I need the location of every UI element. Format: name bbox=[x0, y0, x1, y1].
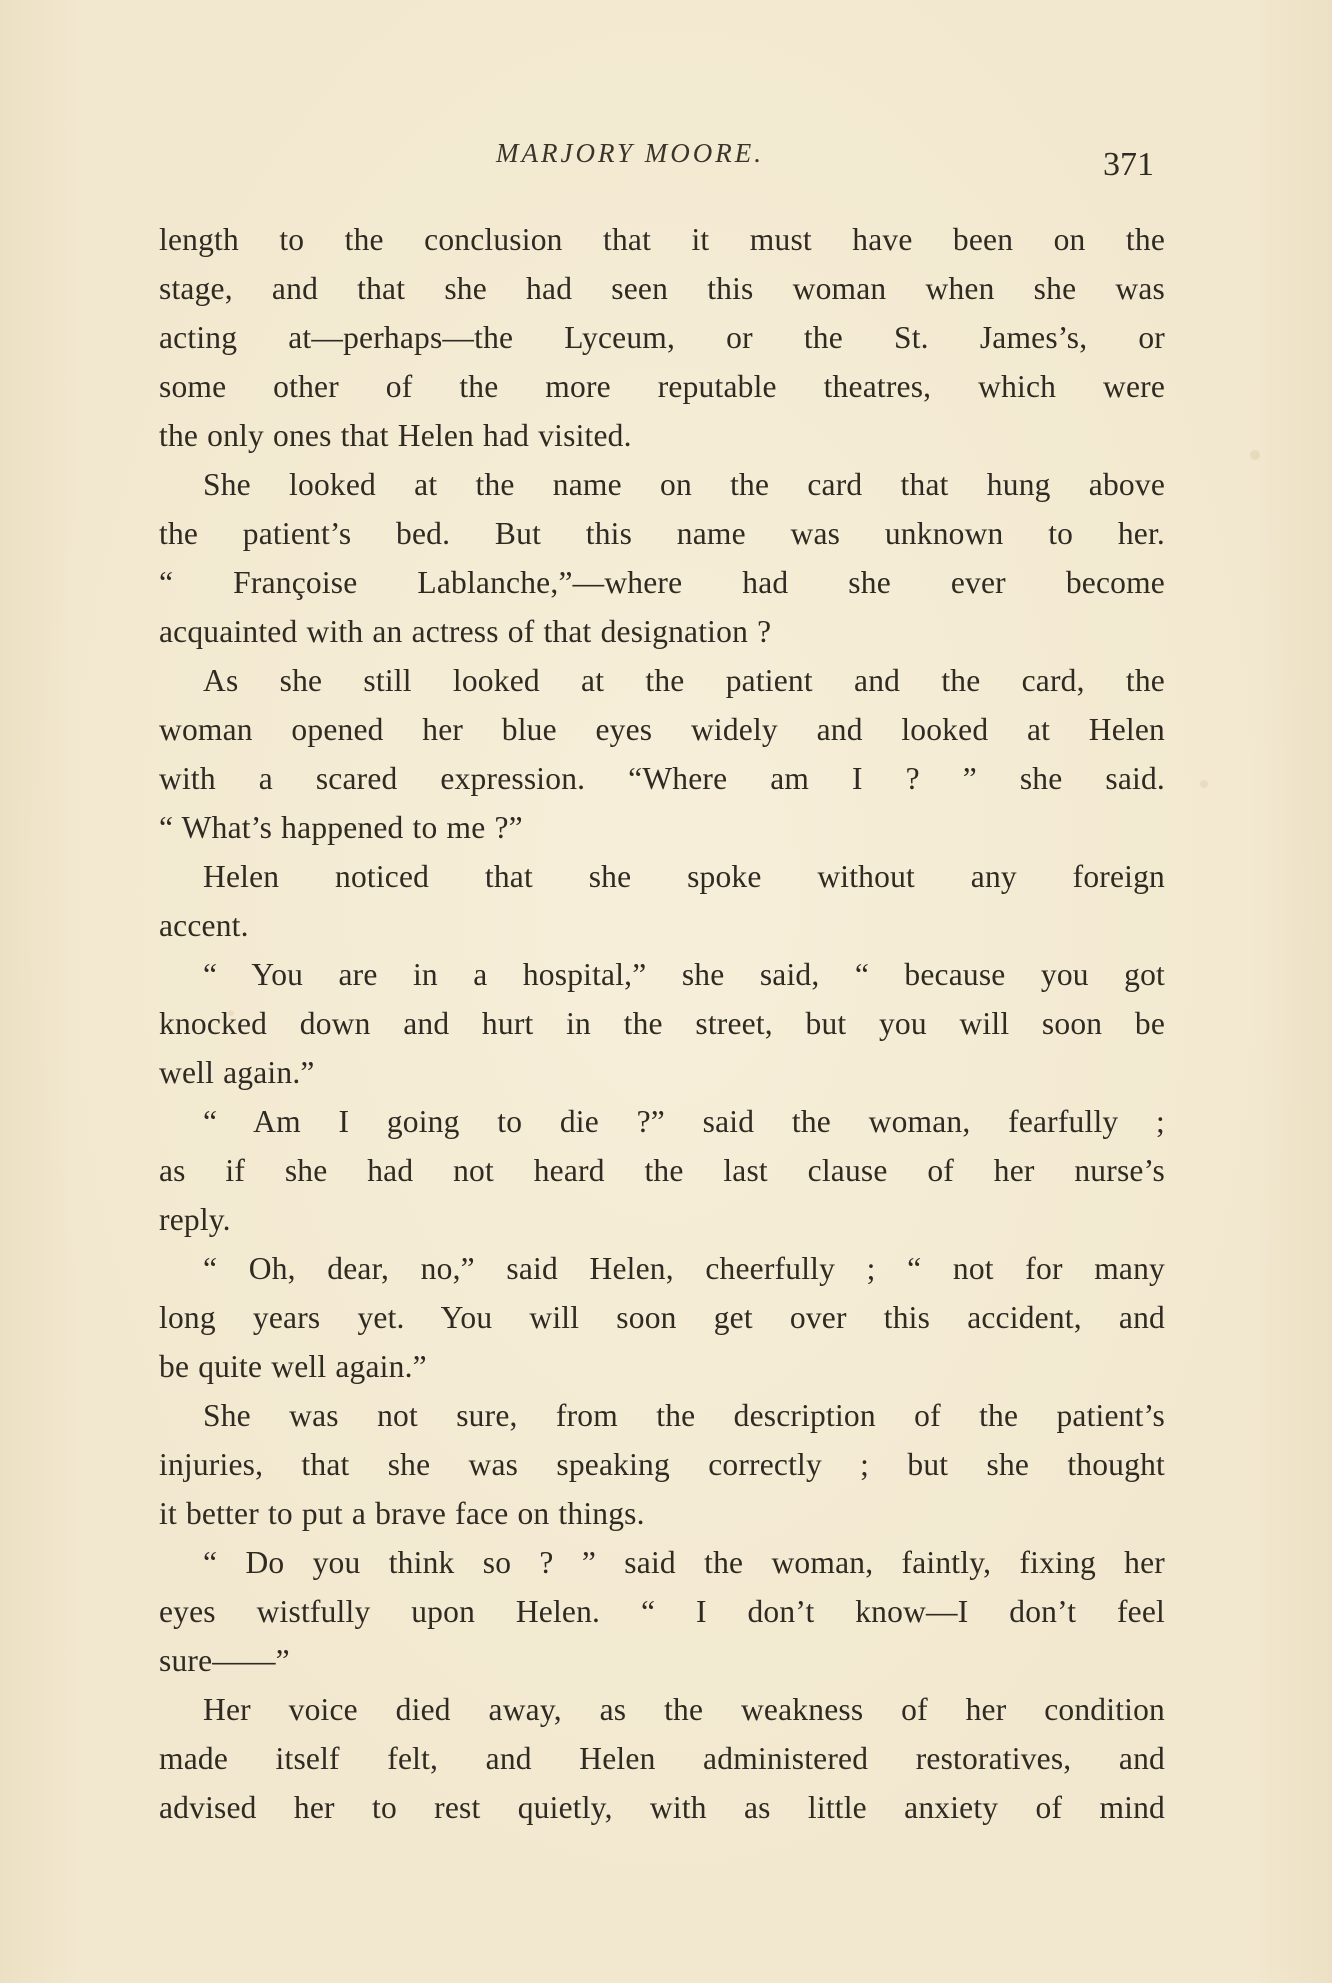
text-line: it better to put a brave face on things. bbox=[159, 1496, 645, 1531]
running-title: MARJORY MOORE. bbox=[496, 138, 764, 168]
text-line: “ What’s happened to me ?” bbox=[159, 810, 523, 845]
text-line: stage, and that she had seen this woman when she was bbox=[159, 271, 1165, 306]
text-line: the patient’s bed. But this name was unknown to her. bbox=[159, 516, 1165, 551]
text-line: She looked at the name on the card that hung above bbox=[203, 467, 1165, 502]
text-line: “ Françoise Lablanche,”—where had she ever become bbox=[159, 565, 1165, 600]
text-line: “ Am I going to die ?” said the woman, fearfully ; bbox=[203, 1104, 1165, 1139]
text-line: accent. bbox=[159, 908, 249, 943]
text-line: well again.” bbox=[159, 1055, 315, 1090]
text-line: length to the conclusion that it must have been on the bbox=[159, 222, 1165, 257]
text-line: Helen noticed that she spoke without any foreign bbox=[203, 859, 1165, 894]
running-head bbox=[0, 138, 1332, 183]
text-line: Her voice died away, as the weakness of her condition bbox=[203, 1692, 1165, 1727]
text-line: “ You are in a hospital,” she said, “ because you got bbox=[203, 957, 1165, 992]
text-line: be quite well again.” bbox=[159, 1349, 427, 1384]
text-line: acquainted with an actress of that designation ? bbox=[159, 614, 772, 649]
text-line: reply. bbox=[159, 1202, 231, 1237]
page-number: 371 bbox=[1103, 146, 1154, 183]
text-line: advised her to rest quietly, with as little anxiety of mind bbox=[159, 1790, 1165, 1825]
text-line: “ Do you think so ? ” said the woman, faintly, fixing her bbox=[203, 1545, 1165, 1580]
text-line: some other of the more reputable theatres, which were bbox=[159, 369, 1165, 404]
text-line: with a scared expression. “Where am I ? ” she said. bbox=[159, 761, 1165, 796]
paper-stain bbox=[1200, 780, 1208, 788]
text-line: made itself felt, and Helen administered restoratives, and bbox=[159, 1741, 1165, 1776]
text-line: She was not sure, from the description of the patient’s bbox=[203, 1398, 1165, 1433]
text-line: as if she had not heard the last clause of her nurse’s bbox=[159, 1153, 1165, 1188]
text-line: acting at—perhaps—the Lyceum, or the St. James’s, or bbox=[159, 320, 1165, 355]
text-line: woman opened her blue eyes widely and looked at Helen bbox=[159, 712, 1165, 747]
text-line: injuries, that she was speaking correctly ; but she thought bbox=[159, 1447, 1165, 1482]
text-line: knocked down and hurt in the street, but you will soon be bbox=[159, 1006, 1165, 1041]
paper-stain bbox=[1250, 450, 1260, 460]
text-line: “ Oh, dear, no,” said Helen, cheerfully ; “ not for many bbox=[203, 1251, 1165, 1286]
text-line: As she still looked at the patient and the card, the bbox=[203, 663, 1165, 698]
text-line: the only ones that Helen had visited. bbox=[159, 418, 632, 453]
body-text bbox=[159, 215, 1165, 1832]
text-line: eyes wistfully upon Helen. “ I don’t know—I don’t feel bbox=[159, 1594, 1165, 1629]
text-line: sure——” bbox=[159, 1643, 290, 1678]
text-line: long years yet. You will soon get over this accident, and bbox=[159, 1300, 1165, 1335]
